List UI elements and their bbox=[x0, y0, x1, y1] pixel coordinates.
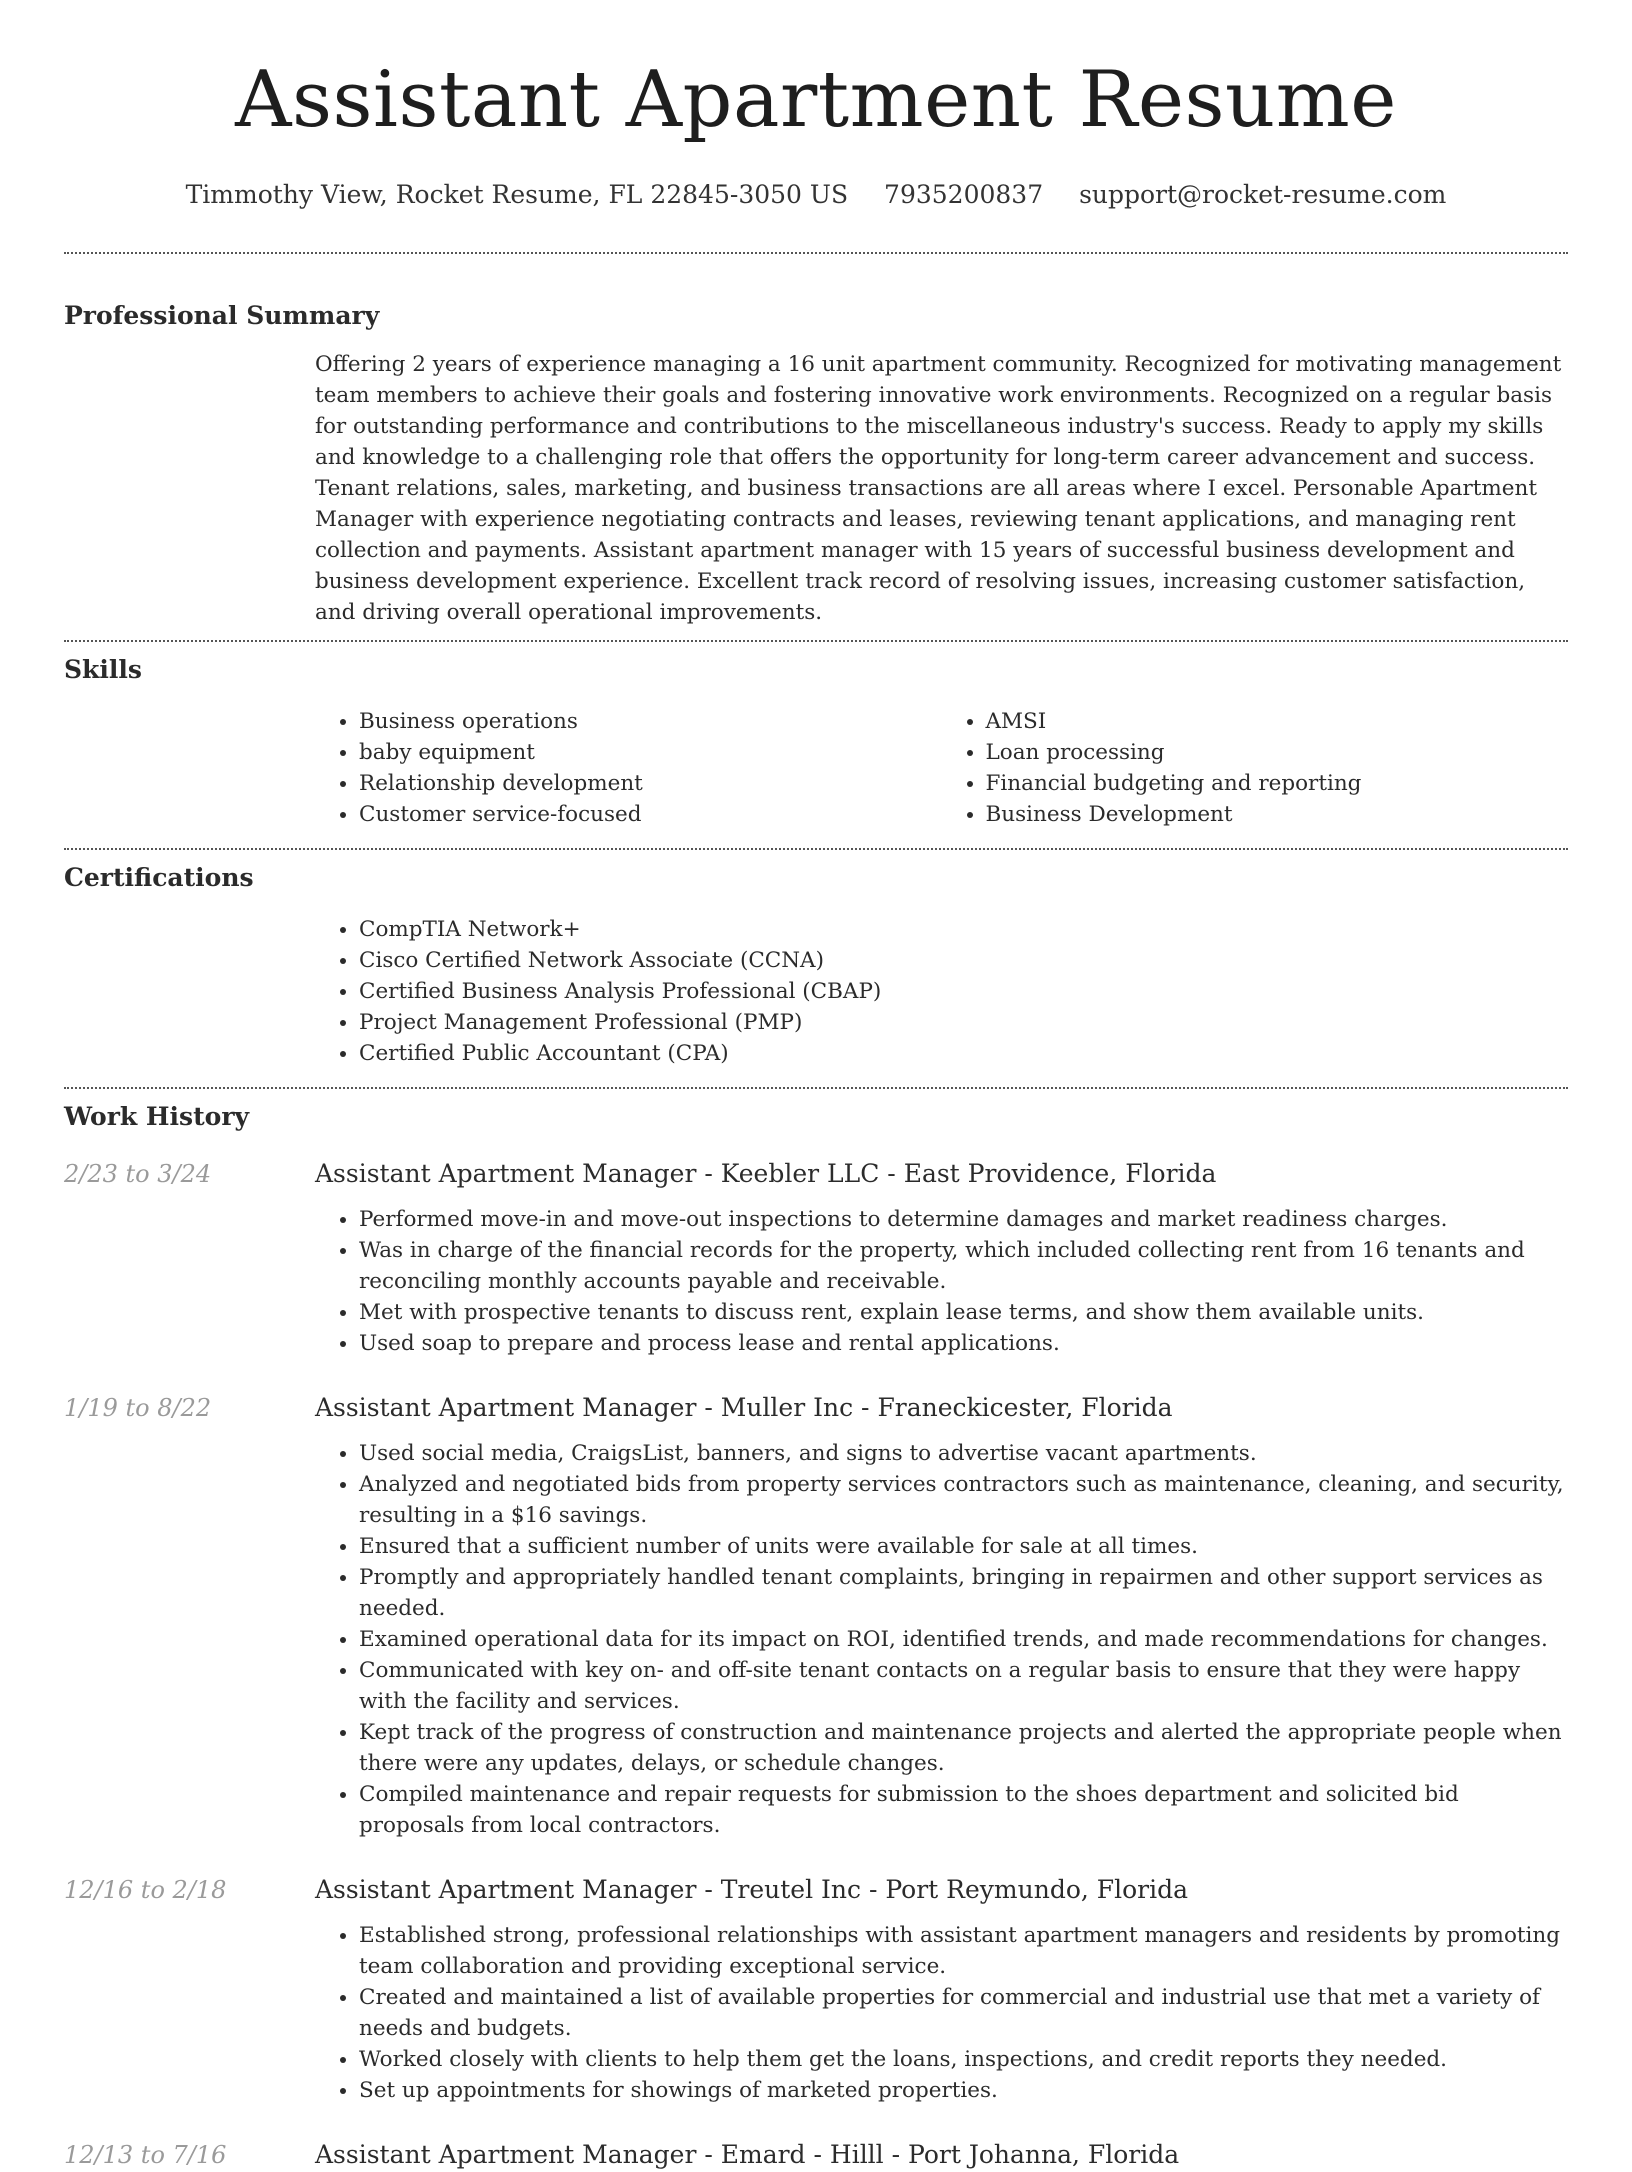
job-entry bbox=[64, 1391, 1568, 1841]
job-details bbox=[315, 1920, 1568, 2106]
list-item: • Loan processing bbox=[986, 737, 1569, 768]
job-date: 1/19 to 8/22 bbox=[64, 1394, 212, 1422]
list-item: • Established strong, professional relationships with assistant apartment managers and residents by promoting team collaboration and providing exceptional service. bbox=[359, 1920, 1568, 1982]
resume-title: Assistant Apartment Resume bbox=[235, 55, 1397, 145]
list-item: • Communicated with key on- and off-site tenant contacts on a regular basis to ensure that they were happy with the facility and services. bbox=[359, 1655, 1568, 1717]
list-item: • Created and maintained a list of available properties for commercial and industrial use that met a variety of needs and budgets. bbox=[359, 1982, 1568, 2044]
list-item: • baby equipment bbox=[359, 737, 942, 768]
job-entry bbox=[64, 2138, 1568, 2172]
list-item: • Customer service-focused bbox=[359, 799, 942, 830]
job-date: 12/13 to 7/16 bbox=[64, 2141, 227, 2169]
list-item: • Compiled maintenance and repair requests for submission to the shoes department and solicited bid proposals from local contractors. bbox=[359, 1779, 1568, 1841]
list-item: • Project Management Professional (PMP) bbox=[359, 1007, 1568, 1038]
job-details bbox=[315, 1204, 1568, 1359]
summary-heading: Professional Summary bbox=[64, 301, 380, 330]
skills-column-left bbox=[315, 706, 942, 830]
job-bullets bbox=[315, 1438, 1568, 1841]
list-item: • Ensured that a sufficient number of units were available for sale at all times. bbox=[359, 1531, 1568, 1562]
list-item: • Financial budgeting and reporting bbox=[986, 768, 1569, 799]
list-item: • Performed move-in and move-out inspections to determine damages and market readiness charges. bbox=[359, 1204, 1568, 1235]
list-item: • Promptly and appropriately handled tenant complaints, bringing in repairmen and other support services as needed. bbox=[359, 1562, 1568, 1624]
summary-section bbox=[64, 299, 1568, 628]
divider bbox=[64, 1087, 1568, 1089]
skills-list bbox=[315, 706, 1568, 830]
job-header bbox=[64, 1391, 1568, 1425]
job-title: Assistant Apartment Manager - Muller Inc - Franeckicester, Florida bbox=[315, 1393, 1173, 1422]
list-item: • Set up appointments for showings of marketed properties. bbox=[359, 2075, 1568, 2106]
contact-line bbox=[64, 178, 1568, 212]
job-header bbox=[64, 1157, 1568, 1191]
certifications-heading: Certifications bbox=[64, 863, 254, 892]
certifications-section bbox=[64, 861, 1568, 1069]
skills-section bbox=[64, 653, 1568, 830]
list-item: • Used social media, CraigsList, banners, and signs to advertise vacant apartments. bbox=[359, 1438, 1568, 1469]
list-item: • Business operations bbox=[359, 706, 942, 737]
contact-address: Timmothy View, Rocket Resume, FL 22845-3050 US bbox=[185, 180, 849, 209]
job-entry bbox=[64, 1873, 1568, 2106]
list-item: • AMSI bbox=[986, 706, 1569, 737]
job-date: 12/16 to 2/18 bbox=[64, 1876, 227, 1904]
summary-text: Offering 2 years of experience managing a 16 unit apartment community. Recognized for motivating management team members to achieve their goals and fostering innovative work environments. Recognized on a regular basis for outstanding performance and contributions to the miscellaneous industry's success. Ready to apply my skills and knowledge to a challenging role that offers the opportunity for long-term career advancement and success. Tenant relations, sales, marketing, and business transactions are all areas where I excel. Personable Apartment Manager with experience negotiating contracts and leases, reviewing tenant applications, and managing rent collection and payments. Assistant apartment manager with 15 years of successful business development and business development experience. Excellent track record of resolving issues, increasing customer satisfaction, and driving overall operational improvements. bbox=[315, 352, 1562, 625]
list-item: • Used soap to prepare and process lease and rental applications. bbox=[359, 1328, 1568, 1359]
divider bbox=[64, 640, 1568, 642]
work-history-heading: Work History bbox=[64, 1102, 250, 1131]
job-header bbox=[64, 1873, 1568, 1907]
list-item: • Was in charge of the financial records for the property, which included collecting rent from 16 tenants and reconciling monthly accounts payable and receivable. bbox=[359, 1235, 1568, 1297]
job-title: Assistant Apartment Manager - Keebler LLC - East Providence, Florida bbox=[315, 1159, 1217, 1188]
job-entry bbox=[64, 1157, 1568, 1359]
work-history-section bbox=[64, 1100, 1568, 2172]
job-title: Assistant Apartment Manager - Emard - Hilll - Port Johanna, Florida bbox=[315, 2140, 1180, 2169]
list-item: • Worked closely with clients to help them get the loans, inspections, and credit reports they needed. bbox=[359, 2044, 1568, 2075]
job-bullets bbox=[315, 1920, 1568, 2106]
resume-page bbox=[64, 0, 1568, 2172]
list-item: • Business Development bbox=[986, 799, 1569, 830]
list-item: • Relationship development bbox=[359, 768, 942, 799]
list-item: • Certified Public Accountant (CPA) bbox=[359, 1038, 1568, 1069]
summary-content bbox=[315, 349, 1568, 628]
job-header bbox=[64, 2138, 1568, 2172]
skills-column-right bbox=[942, 706, 1569, 830]
contact-phone: 7935200837 bbox=[884, 180, 1044, 209]
skills-heading: Skills bbox=[64, 655, 142, 684]
divider bbox=[64, 252, 1568, 254]
job-title: Assistant Apartment Manager - Treutel Inc - Port Reymundo, Florida bbox=[315, 1875, 1189, 1904]
job-date: 2/23 to 3/24 bbox=[64, 1160, 212, 1188]
list-item: • Cisco Certified Network Associate (CCNA) bbox=[359, 945, 1568, 976]
list-item: • Kept track of the progress of construction and maintenance projects and alerted the appropriate people when there were any updates, delays, or schedule changes. bbox=[359, 1717, 1568, 1779]
list-item: • Met with prospective tenants to discuss rent, explain lease terms, and show them available units. bbox=[359, 1297, 1568, 1328]
list-item: • CompTIA Network+ bbox=[359, 914, 1568, 945]
contact-email: support@rocket-resume.com bbox=[1079, 180, 1447, 209]
list-item: • Certified Business Analysis Professional (CBAP) bbox=[359, 976, 1568, 1007]
certifications-content bbox=[315, 914, 1568, 1069]
job-bullets bbox=[315, 1204, 1568, 1359]
divider bbox=[64, 848, 1568, 850]
job-details bbox=[315, 1438, 1568, 1841]
list-item: • Analyzed and negotiated bids from property services contractors such as maintenance, cleaning, and security, resulting in a $16 savings. bbox=[359, 1469, 1568, 1531]
list-item: • Examined operational data for its impact on ROI, identified trends, and made recommendations for changes. bbox=[359, 1624, 1568, 1655]
certifications-list bbox=[315, 914, 1568, 1069]
